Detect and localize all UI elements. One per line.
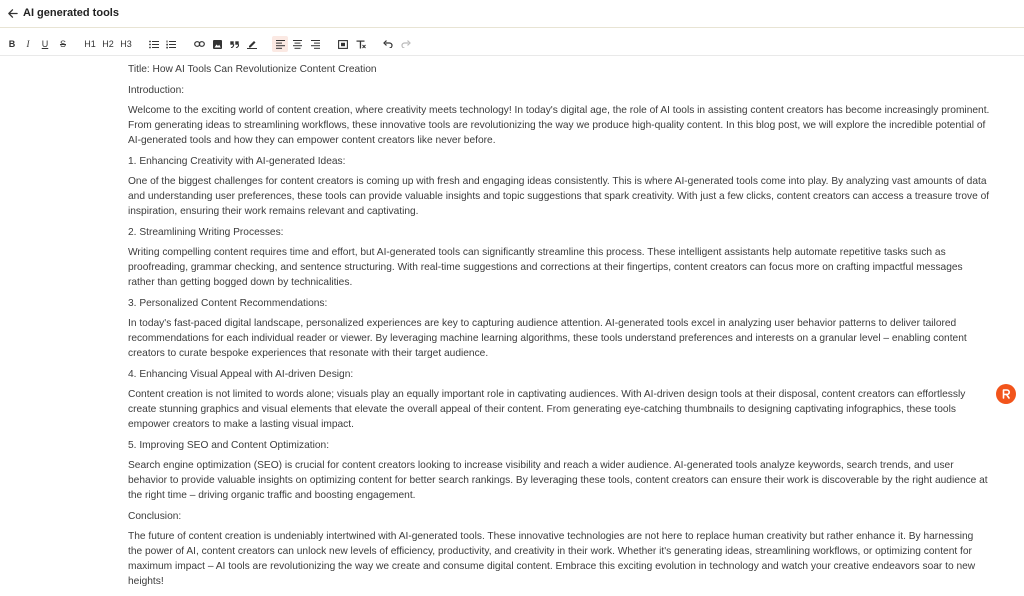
paragraph-section-3-body: In today's fast-paced digital landscape, personalized experiences are key to capturing audience attention. AI-generated tools excel in analyzing user behavior patterns to deliver tailored recommendations for each individual reader or viewer. By leveraging machine learning algorithms, these tools understand preferences and interests on a granular level – enabling content creators to curate bespoke experiences that resonate with their target audience. <box>128 318 967 359</box>
app-header <box>0 0 1024 28</box>
align-center-button[interactable] <box>291 36 303 52</box>
assistant-fab-button[interactable] <box>996 384 1016 404</box>
align-right-icon <box>311 40 320 49</box>
heading-1-button[interactable]: H1 <box>84 39 96 49</box>
editor-content[interactable] <box>128 62 990 595</box>
quote-icon <box>230 41 239 48</box>
document-title: AI generated tools <box>23 7 119 19</box>
heading-3-button[interactable]: H3 <box>120 39 132 49</box>
paragraph-introduction-body: Welcome to the exciting world of content creation, where creativity meets technology! In today's digital age, the role of AI tools in assisting content creators has become increasingly prominent. From generating ideas to streamlining workflows, these innovative tools are revolutionizing the way we produce high-quality content. In this blog post, we will explore the incredible potential of AI-generated tools and how they can empower content creators like never before. <box>128 105 990 146</box>
numbered-list-button[interactable] <box>165 36 177 52</box>
back-button[interactable] <box>5 6 19 20</box>
bullet-list-icon <box>149 40 159 49</box>
embed-icon <box>338 40 348 49</box>
paragraph-section-1-heading: 1. Enhancing Creativity with AI-generated Ideas: <box>128 155 346 167</box>
arrow-left-icon <box>7 8 18 19</box>
link-button[interactable] <box>193 36 205 52</box>
paragraph-conclusion-heading: Conclusion: <box>128 510 182 522</box>
undo-button[interactable] <box>382 36 394 52</box>
link-icon <box>194 40 205 48</box>
blockquote-button[interactable] <box>228 36 240 52</box>
paragraph-section-3-heading: 3. Personalized Content Recommendations: <box>128 297 328 309</box>
clear-format-button[interactable] <box>355 36 367 52</box>
paragraph-section-5-body: Search engine optimization (SEO) is crucial for content creators looking to increase visibility and reach a wider audience. AI-generated tools analyze keywords, search trends, and user behavior to provide valuable insights on optimizing content for better search rankings. By leveraging these tools, content creators can ensure their work is discoverable by the right audience at the right time – driving organic traffic and boosting engagement. <box>128 460 988 501</box>
editor-toolbar <box>0 34 1024 56</box>
paragraph-conclusion-body: The future of content creation is undeniably intertwined with AI-generated tools. These innovative technologies are not here to replace human creativity but rather enhance it. By harnessing the power of AI, content creators can unlock new levels of efficiency, productivity, and creativity in their work. Whether it's generating ideas, streamlining workflows, or optimizing content for maximum impact – AI tools are revolutionizing the way we create and consume digital content. Embrace this exciting evolution in technology and watch your creative endeavors soar to new heights! <box>128 531 976 587</box>
align-center-icon <box>293 40 302 49</box>
italic-button[interactable]: I <box>26 39 30 49</box>
redo-icon <box>401 40 411 48</box>
align-right-button[interactable] <box>309 36 321 52</box>
align-left-button[interactable] <box>272 36 288 52</box>
image-button[interactable] <box>211 36 223 52</box>
embed-button[interactable] <box>337 36 349 52</box>
paragraph-section-2-body: Writing compelling content requires time and effort, but AI-generated tools can significantly streamline this process. These intelligent assistants help automate repetitive tasks such as proofreading, grammar checking, and sentence structuring. With real-time suggestions and corrections at their fingertips, content creators can focus more on crafting impactful messages rather than getting bogged down by technicalities. <box>128 247 963 288</box>
paragraph-title: Title: How AI Tools Can Revolutionize Content Creation <box>128 64 377 75</box>
underline-button[interactable]: U <box>41 39 49 49</box>
paragraph-section-5-heading: 5. Improving SEO and Content Optimization: <box>128 439 330 451</box>
highlighter-icon <box>247 39 257 49</box>
paragraph-section-2-heading: 2. Streamlining Writing Processes: <box>128 226 284 238</box>
clear-format-icon <box>356 40 366 49</box>
highlight-button[interactable] <box>246 36 258 52</box>
bullet-list-button[interactable] <box>148 36 160 52</box>
bold-button[interactable]: B <box>8 39 16 49</box>
numbered-list-icon <box>166 40 176 49</box>
align-left-icon <box>276 40 285 49</box>
redo-button[interactable] <box>400 36 412 52</box>
paragraph-introduction-heading: Introduction: <box>128 84 185 96</box>
paragraph-section-1-body: One of the biggest challenges for content creators is coming up with fresh and engaging ideas consistently. This is where AI-generated tools come into play. By analyzing vast amounts of data and understanding user preferences, these tools can provide valuable insights and topic suggestions that spark creativity. With just a few clicks, content creators can access a treasure trove of inspiration, ensuring their work remains relevant and captivating. <box>128 176 990 217</box>
undo-icon <box>383 40 393 48</box>
strikethrough-button[interactable]: S <box>59 39 66 49</box>
assistant-r-icon <box>1001 389 1011 399</box>
paragraph-section-4-heading: 4. Enhancing Visual Appeal with AI-driven Design: <box>128 368 354 380</box>
paragraph-section-4-body: Content creation is not limited to words alone; visuals play an equally important role in captivating audiences. With AI-driven design tools at their disposal, content creators can effortlessly create stunning graphics and visual elements that elevate the overall appeal of their content. From generating eye-catching thumbnails to designing captivating infographics, these tools empower creators to make a lasting visual impact. <box>128 389 966 430</box>
heading-2-button[interactable]: H2 <box>102 39 114 49</box>
image-icon <box>213 40 222 49</box>
